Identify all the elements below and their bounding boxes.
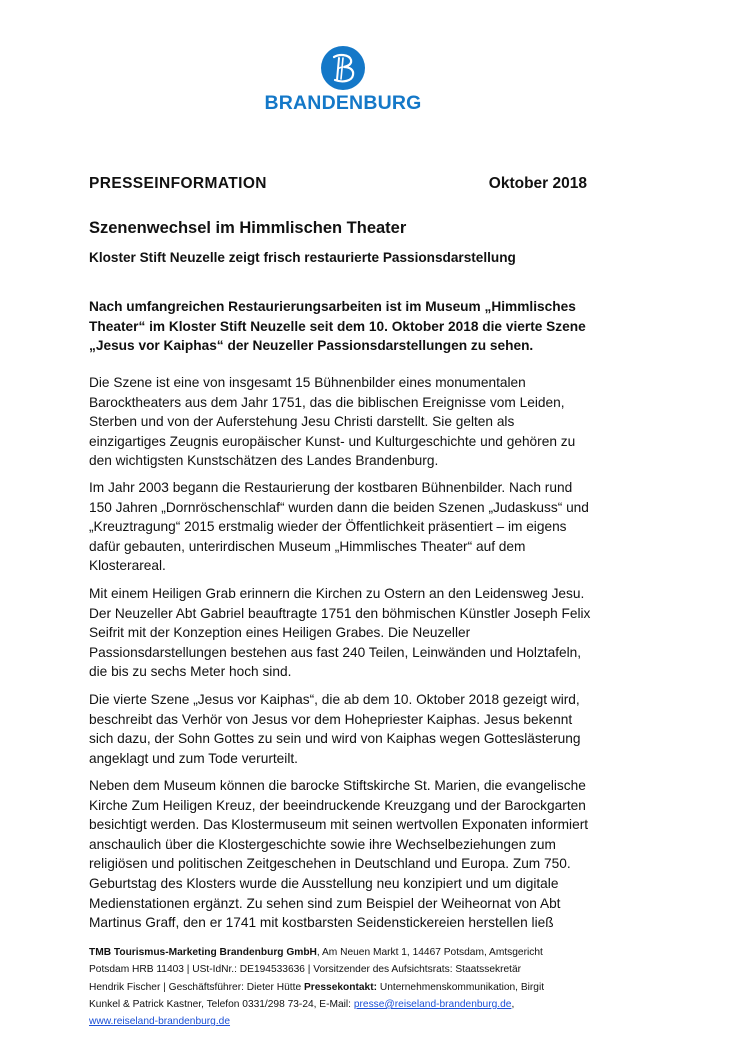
text-line: anschaulich über die Klostergeschichte sowie ihre Wechselbeziehungen zum [89, 836, 556, 852]
text-line: sich dazu, der Sohn Gottes zu sein und wird von Kaiphas wegen Gotteslästerung [89, 731, 581, 747]
company-name: TMB Tourismus-Marketing Brandenburg GmbH [89, 947, 317, 958]
text-line: dafür gebauten, unterirdischen Museum „Himmlisches Theater“ auf dem [89, 538, 526, 554]
footer-address: , Am Neuen Markt 1, 14467 Potsdam, Amtsgericht [316, 947, 543, 958]
text-line: Martinus Graff, den er 1741 mit kostbarsten Seidenstickereien herstellen ließ [89, 915, 554, 931]
footer-line [89, 1013, 659, 1030]
text-line: Die Szene ist eine von insgesamt 15 Bühnenbilder eines monumentalen [89, 375, 526, 390]
footer-line [89, 979, 659, 996]
text-line: angeklagt und zum Tode verurteilt. [89, 750, 298, 766]
text-line: Passionsdarstellungen bestehen aus fast 240 Teilen, Leinwänden und Holztafeln, [89, 644, 582, 660]
footer-management: Hendrik Fischer | Geschäftsführer: Dieter Hütte [89, 981, 304, 993]
text-line: Nach umfangreichen Restaurierungsarbeiten ist im Museum „Himmlisches [89, 299, 576, 314]
text-line: Der Neuzeller Abt Gabriel beauftragte 1751 den böhmischen Künstler Joseph Felix [89, 605, 591, 621]
text-line: Medienstationen ergänzt. Zu sehen sind zum Beispiel der Weiheornat von Abt [89, 895, 561, 911]
email-link[interactable]: presse@reiseland-brandenburg.de [353, 998, 512, 1010]
brandenburg-monogram-icon [321, 46, 365, 90]
page-subtitle: Kloster Stift Neuzelle zeigt frisch restaurierte Passionsdarstellung [89, 250, 516, 265]
body-paragraph-4 [89, 690, 649, 768]
text-line: „Kreuztragung“ 2015 erstmalig wieder der Öffentlichkeit präsentiert – im eigens [89, 519, 567, 535]
text-line: Die vierte Szene „Jesus vor Kaiphas“, die ab dem 10. Oktober 2018 gezeigt wird, [89, 692, 580, 707]
text-line: Seifrit mit der Konzeption eines Heiligen Grabes. Die Neuzeller [89, 625, 471, 641]
text-line: besichtigt werden. Das Klostermuseum mit seinen wertvollen Exponaten informiert [89, 817, 589, 833]
body-paragraph-3 [89, 584, 649, 682]
press-date: Oktober 2018 [488, 175, 587, 192]
footer-line: Potsdam HRB 11403 | USt-IdNr.: DE194533636 | Vorsitzender des Aufsichtsrats: Staatssekretär [89, 964, 522, 976]
text-line: Kirche Zum Heiligen Kreuz, der beeindruckende Kreuzgang und der Barockgarten [89, 797, 586, 813]
text-line: 150 Jahren „Dornröschenschlaf“ wurden dann die beiden Szenen „Judaskuss“ und [89, 499, 589, 515]
text-line: „Jesus vor Kaiphas“ der Neuzeller Passionsdarstellungen zu sehen. [89, 338, 534, 354]
text-line: religiösen und politischen Zeitgeschehen in Deutschland und Europa. Zum 750. [89, 856, 571, 872]
text-line: den wichtigsten Kunstschätzen des Landes Brandenburg. [89, 453, 439, 469]
text-line: Klosterareal. [89, 558, 166, 574]
body-paragraph-1 [89, 373, 649, 471]
text-line: Theater“ im Kloster Stift Neuzelle seit dem 10. Oktober 2018 die vierte Szene [89, 318, 586, 334]
text-line: beschreibt das Verhör von Jesus vor dem Hohepriester Kaiphas. Jesus bekennt [89, 711, 573, 727]
text-line: Geburtstag des Klosters wurde die Ausstellung neu konzipiert und um digitale [89, 875, 559, 891]
footer-line [89, 944, 659, 961]
brandenburg-logo [262, 46, 424, 116]
text-line: die bis zu sechs Meter hoch sind. [89, 664, 292, 680]
body-paragraph-2 [89, 478, 649, 576]
press-contact-label: Pressekontakt: [303, 981, 378, 993]
text-line: Mit einem Heiligen Grab erinnern die Kirchen zu Ostern an den Leidensweg Jesu. [89, 586, 585, 601]
website-link[interactable]: www.reiseland-brandenburg.de [89, 1016, 231, 1028]
text-line: einzigartiges Zeugnis europäischer Kunst- und Kulturgeschichte und gehören zu [89, 433, 576, 449]
press-label: PRESSEINFORMATION [89, 175, 267, 192]
lead-paragraph [89, 297, 649, 356]
logo-wordmark: BRANDENBURG [264, 92, 422, 114]
text-line: Im Jahr 2003 begann die Restaurierung der kostbaren Bühnenbilder. Nach rund [89, 480, 573, 495]
body-paragraph-5 [89, 776, 649, 933]
footer-comma: , [511, 998, 515, 1010]
footer-contact-names: Unternehmenskommunikation, Birgit [377, 981, 545, 993]
text-line: Sterben und von der Auferstehung Jesu Christi darstellt. Sie gelten als [89, 414, 515, 430]
text-line: Neben dem Museum können die barocke Stiftskirche St. Marien, die evangelische [89, 778, 586, 793]
page-title: Szenenwechsel im Himmlischen Theater [89, 219, 407, 237]
imprint-footer [89, 944, 659, 1030]
footer-phone: Kunkel & Patrick Kastner, Telefon 0331/298 73-24, E-Mail: [89, 998, 354, 1010]
text-line: Barocktheaters aus dem Jahr 1751, das die biblischen Ereignisse vom Leiden, [89, 394, 565, 410]
footer-line [89, 996, 659, 1013]
